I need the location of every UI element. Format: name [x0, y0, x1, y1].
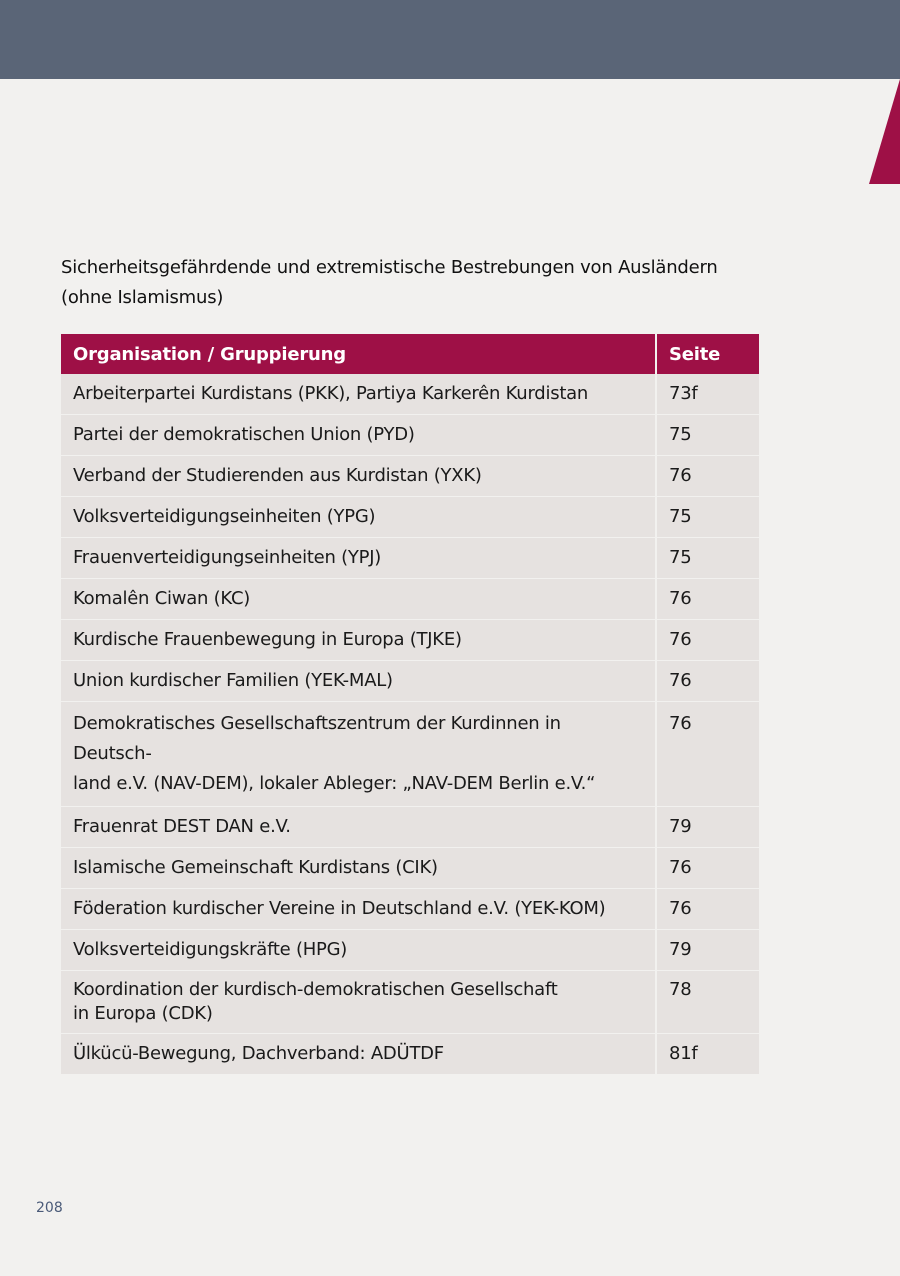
page-cell: 73f: [656, 374, 759, 415]
page-cell: 76: [656, 579, 759, 620]
header-band: [0, 0, 900, 79]
table-row: [61, 702, 759, 807]
organisation-name: Arbeiterpartei Kurdistans (PKK), Partiya Karkerên Kurdistan: [73, 383, 589, 404]
organisation-cell: [61, 456, 656, 497]
table-row: [61, 848, 759, 889]
page-cell: 76: [656, 889, 759, 930]
organisation-name: Volksverteidigungskräfte (HPG): [73, 939, 348, 960]
organisation-cell: [61, 702, 656, 807]
organisation-cell: [61, 415, 656, 456]
page-cell: 79: [656, 930, 759, 971]
table-row: [61, 538, 759, 579]
page-cell: 75: [656, 538, 759, 579]
organisation-cell: [61, 1034, 656, 1075]
page-cell: 78: [656, 971, 759, 1034]
organisation-name: Komalên Ciwan (KC): [73, 588, 251, 609]
column-header-organisation: Organisation / Gruppierung: [61, 334, 656, 374]
organisation-cell: [61, 971, 656, 1034]
page-cell: 75: [656, 497, 759, 538]
organisation-cell: [61, 848, 656, 889]
table-row: [61, 497, 759, 538]
heading-line-2: (ohne Islamismus): [61, 287, 224, 308]
table-row: [61, 579, 759, 620]
organisation-name: Frauenrat DEST DAN e.V.: [73, 816, 291, 837]
organisation-name-line-2: land e.V. (NAV-DEM), lokaler Ableger: „NAV-DEM Berlin e.V.“: [73, 773, 596, 794]
organisation-name: Frauenverteidigungseinheiten (YPJ): [73, 547, 382, 568]
table-row: [61, 620, 759, 661]
table-header-row: [61, 334, 759, 374]
page-cell: 79: [656, 807, 759, 848]
table-row: [61, 415, 759, 456]
organisation-cell: [61, 661, 656, 702]
organisation-name: Union kurdischer Familien (YEK-MAL): [73, 670, 393, 691]
page-cell: 76: [656, 661, 759, 702]
organisation-cell: [61, 807, 656, 848]
page-cell: 76: [656, 620, 759, 661]
page-cell: 76: [656, 848, 759, 889]
organisation-cell: [61, 620, 656, 661]
heading-line-1: Sicherheitsgefährdende und extremistische Bestrebungen von Ausländern: [61, 257, 718, 278]
organisation-name-line-2: in Europa (CDK): [73, 1003, 213, 1024]
page-cell: 76: [656, 456, 759, 497]
corner-accent-triangle: [869, 79, 900, 184]
organisation-name: Islamische Gemeinschaft Kurdistans (CIK): [73, 857, 438, 878]
table-row: [61, 971, 759, 1034]
table-row: [61, 661, 759, 702]
organisation-name: Ülkücü-Bewegung, Dachverband: ADÜTDF: [73, 1043, 444, 1064]
organisation-name: Föderation kurdischer Vereine in Deutschland e.V. (YEK-KOM): [73, 898, 606, 919]
organization-table: [61, 334, 759, 1074]
organisation-cell: [61, 930, 656, 971]
table-row: [61, 1034, 759, 1075]
organisation-name: Kurdische Frauenbewegung in Europa (TJKE): [73, 629, 462, 650]
organisation-cell: [61, 889, 656, 930]
organisation-name: Verband der Studierenden aus Kurdistan (YXK): [73, 465, 482, 486]
organisation-cell: [61, 538, 656, 579]
organisation-name-line-1: Koordination der kurdisch-demokratischen Gesellschaft: [73, 979, 558, 1000]
table-row: [61, 930, 759, 971]
organisation-name-line-1: Demokratisches Gesellschaftszentrum der Kurdinnen in Deutsch-: [73, 713, 561, 764]
column-header-page: Seite: [656, 334, 759, 374]
page-cell: 76: [656, 702, 759, 807]
page-number: 208: [36, 1200, 63, 1216]
organisation-name: Partei der demokratischen Union (PYD): [73, 424, 415, 445]
table-row: [61, 456, 759, 497]
page-cell: 75: [656, 415, 759, 456]
page-heading: [61, 253, 761, 313]
table-row: [61, 807, 759, 848]
organisation-cell: [61, 497, 656, 538]
organisation-name: Volksverteidigungseinheiten (YPG): [73, 506, 376, 527]
table-row: [61, 374, 759, 415]
organisation-cell: [61, 374, 656, 415]
table-row: [61, 889, 759, 930]
page-cell: 81f: [656, 1034, 759, 1075]
organisation-cell: [61, 579, 656, 620]
